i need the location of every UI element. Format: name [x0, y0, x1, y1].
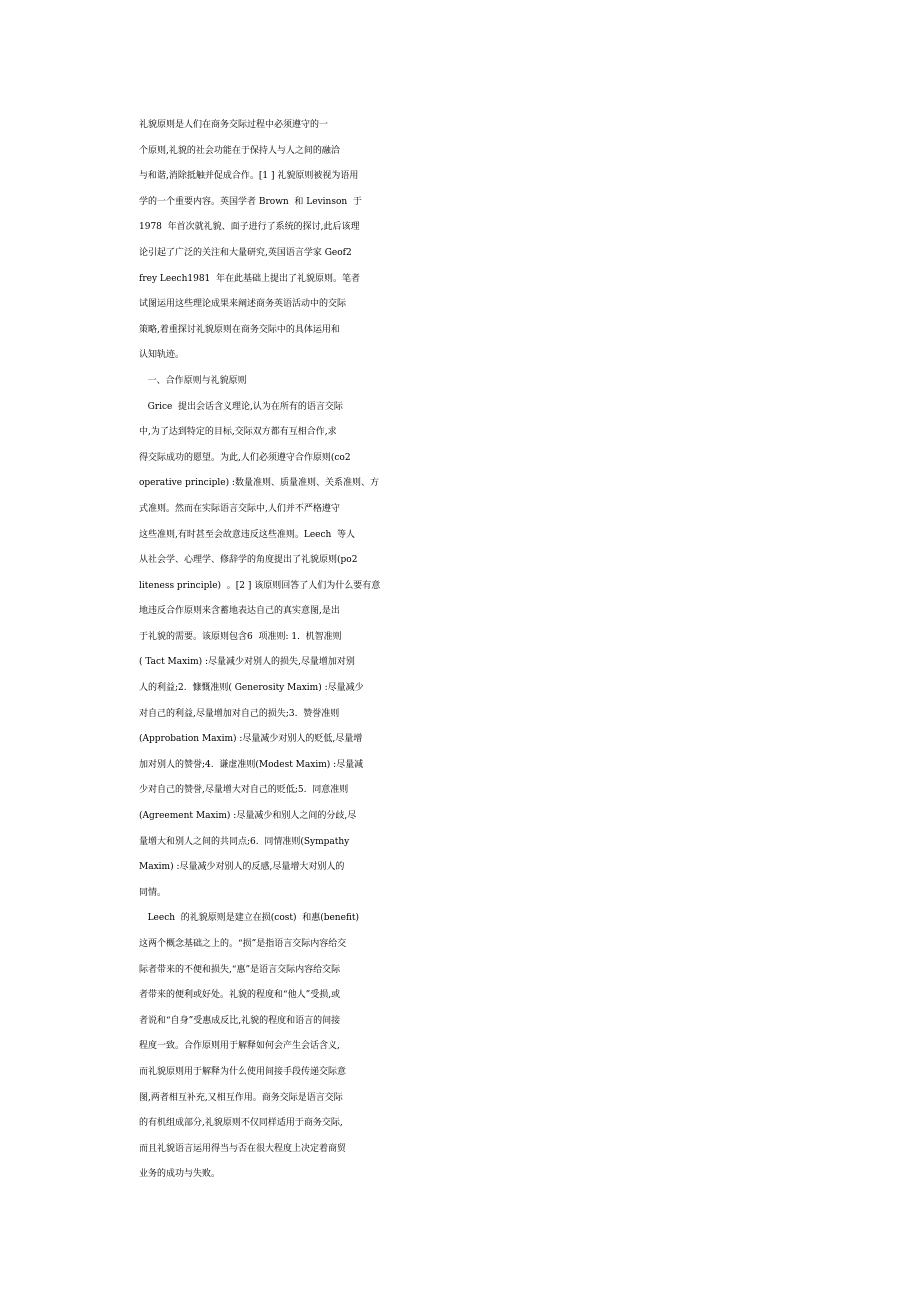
text-line: 同情。 [139, 887, 167, 898]
text-line: 的有机组成部分,礼貌原则不仅同样适用于商务交际, [139, 1118, 343, 1129]
text-line: 策略,着重探讨礼貌原则在商务交际中的具体运用和 [139, 324, 340, 335]
text-line: 一、合作原则与礼貌原则 [139, 375, 247, 386]
text-line: 与和谐,消除抵触并促成合作。[1 ] 礼貌原则被视为语用 [139, 171, 359, 182]
text-line: 论引起了广泛的关注和大量研究,英国语言学家 Geof2 [139, 247, 352, 258]
text-line: (Approbation Maxim) :尽量减少对别人的贬低,尽量增 [139, 734, 363, 745]
text-line: 业务的成功与失败。 [139, 1169, 221, 1180]
text-line: 而且礼貌语言运用得当与否在很大程度上决定着商贸 [139, 1143, 347, 1154]
body-text [139, 113, 559, 1188]
text-line: 加对别人的赞誉;4. 谦虚准则(Modest Maxim) :尽量减 [139, 759, 364, 770]
text-line: 少对自己的赞誉,尽量增大对自己的贬低;5. 同意准则 [139, 785, 349, 796]
text-line: 程度一致。合作原则用于解释如何会产生会话含义, [139, 1041, 340, 1052]
text-line: 中,为了达到特定的目标,交际双方都有互相合作,求 [139, 427, 337, 438]
text-line: 这些准则,有时甚至会故意违反这些准则。Leech 等人 [139, 529, 356, 540]
text-line: liteness principle) 。[2 ] 该原则回答了人们为什么要有意 [139, 580, 381, 591]
text-line: 学的一个重要内容。英国学者 Brown 和 Levinson 于 [139, 196, 362, 207]
text-line: (Agreement Maxim) :尽量减少和别人之间的分歧,尽 [139, 811, 357, 822]
text-line: frey Leech1981 年在此基础上提出了礼貌原则。笔者 [139, 273, 360, 284]
text-line: 式准则。然而在实际语言交际中,人们并不严格遵守 [139, 503, 340, 514]
text-line: Grice 提出会话含义理论,认为在所有的语言交际 [139, 401, 343, 412]
text-line: 1978 年首次就礼貌、面子进行了系统的探讨,此后该理 [139, 222, 360, 233]
text-line: operative principle) :数量准则、质量准则、关系准则、方 [139, 478, 379, 489]
text-line: ( Tact Maxim) :尽量减少对别人的损失,尽量增加对别 [139, 657, 355, 668]
text-line: 于礼貌的需要。该原则包含6 项准则: 1. 机智准则 [139, 631, 342, 642]
text-line: 个原则,礼貌的社会功能在于保持人与人之间的融洽 [139, 145, 340, 156]
text-line: 量增大和别人之间的共同点;6. 同情准则(Sympathy [139, 836, 350, 847]
text-line: 得交际成功的愿望。为此,人们必须遵守合作原则(co2 [139, 452, 351, 463]
text-line: 礼貌原则是人们在商务交际过程中必须遵守的一 [139, 120, 329, 130]
text-line: 而礼貌原则用于解释为什么使用间接手段传递交际意 [139, 1066, 347, 1077]
text-line: 图,两者相互补充,又相互作用。商务交际是语言交际 [139, 1092, 343, 1103]
text-line: 从社会学、心理学、修辞学的角度提出了礼貌原则(po2 [139, 555, 358, 566]
text-line: Leech 的礼貌原则是建立在损(cost) 和惠(benefit) [139, 913, 360, 924]
text-line: 对自己的利益,尽量增加对自己的损失;3. 赞誉准则 [139, 708, 340, 719]
text-line: 认知轨迹。 [139, 350, 185, 361]
text-line: 际者带来的不便和损失,“惠”是语言交际内容给交际 [139, 964, 341, 975]
text-line: 人的利益;2. 慷慨准则( Generosity Maxim) :尽量减少 [139, 683, 364, 694]
text-line: 地违反合作原则来含蓄地表达自己的真实意图,是出 [139, 606, 340, 617]
text-line: Maxim) :尽量减少对别人的反感,尽量增大对别人的 [139, 862, 345, 873]
text-line: 这两个概念基础之上的。“损”是指语言交际内容给交 [139, 939, 347, 949]
text-line: 试图运用这些理论成果来阐述商务英语活动中的交际 [139, 299, 347, 310]
text-line: 者说和“自身”受惠成反比,礼貌的程度和语言的间接 [139, 1015, 341, 1026]
text-line: 者带来的便利或好处。礼貌的程度和“他人”受损,或 [139, 990, 341, 1001]
